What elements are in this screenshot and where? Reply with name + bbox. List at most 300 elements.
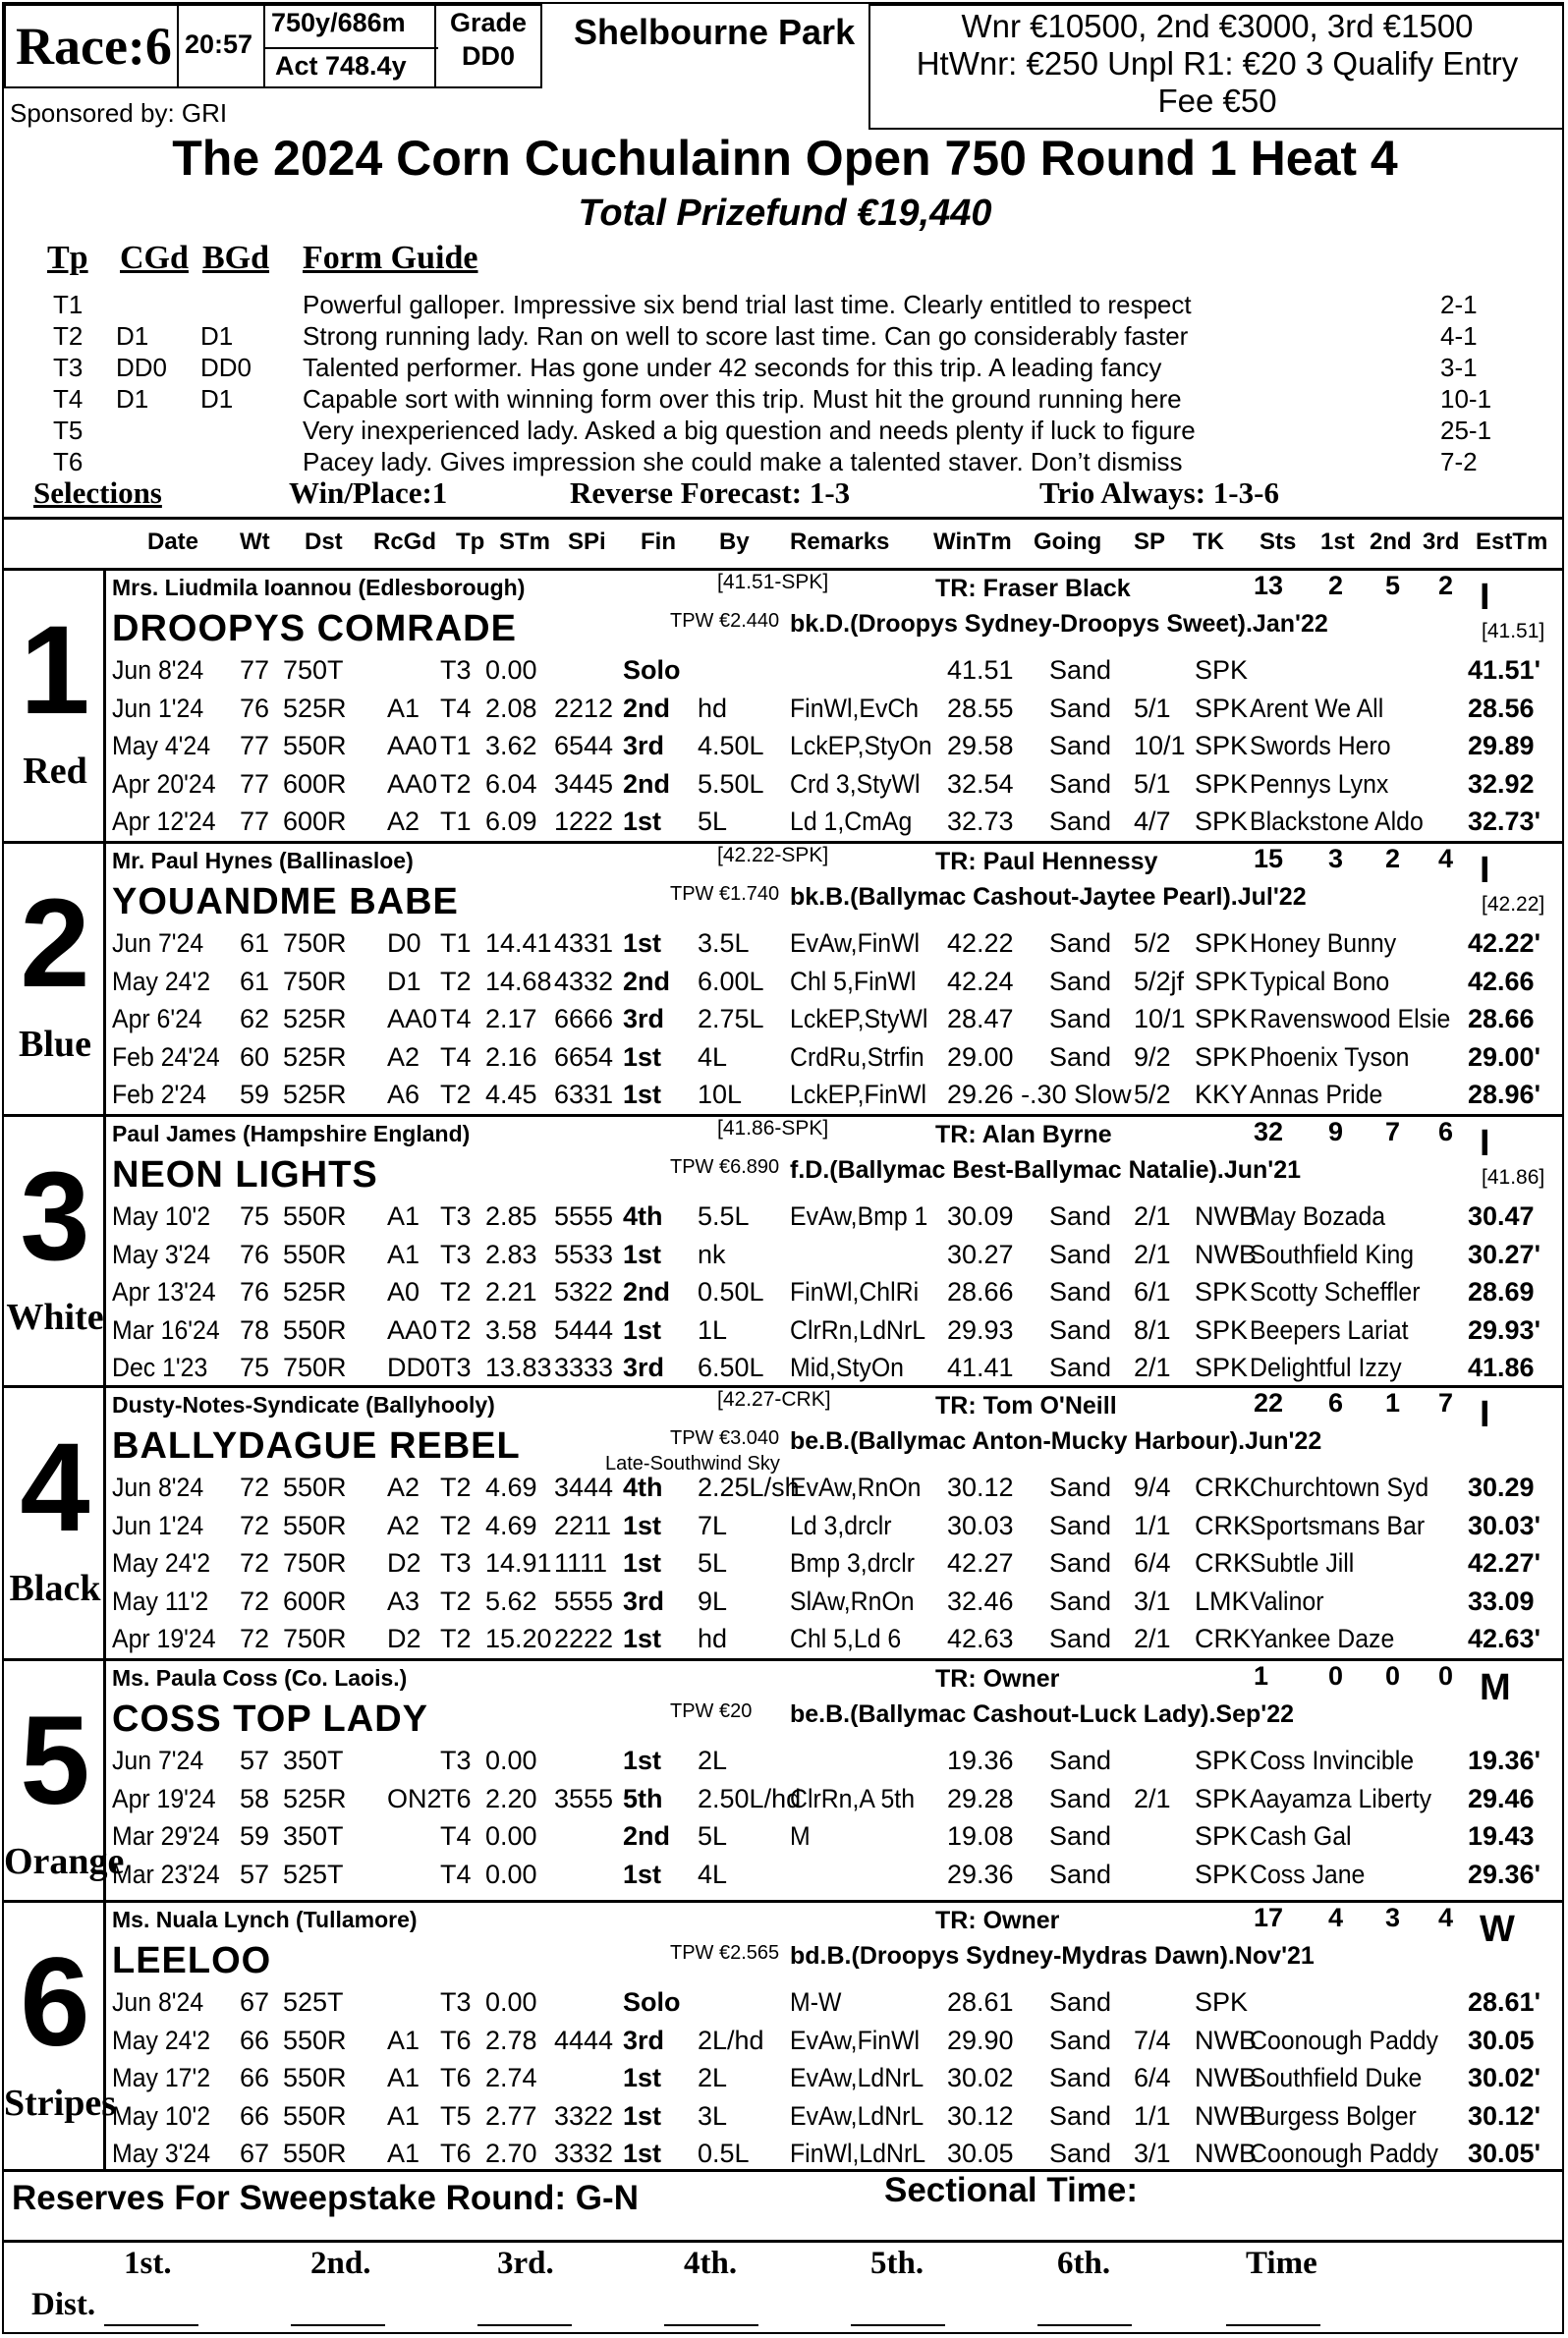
form-sectional: 0.00 [485, 1746, 537, 1775]
form-weight: 77 [240, 731, 270, 760]
career-starts: 13 [1254, 571, 1284, 600]
form-date: May 17'2 [112, 2063, 211, 2092]
racecard [2, 2, 1564, 2334]
owner: Mr. Paul Hynes (Ballinasloe) [112, 848, 414, 873]
placing-entry-line [1226, 2324, 1320, 2326]
placing-entry-line [851, 2324, 945, 2326]
form-finish: Solo [623, 655, 681, 685]
form-track: SPK [1195, 1859, 1249, 1889]
form-sp: 9/4 [1134, 1473, 1171, 1502]
form-going: Sand [1049, 1548, 1112, 1578]
form-weight: 75 [240, 1353, 270, 1382]
form-distance: 525R [283, 1041, 347, 1072]
form-trap: T3 [440, 655, 472, 685]
career-thirds: 4 [1438, 1903, 1454, 1932]
career-thirds: 6 [1438, 1117, 1454, 1146]
career-starts: 1 [1254, 1661, 1269, 1691]
form-remarks: CrdRu,Strfin [790, 1041, 924, 1072]
form-sectional: 15.20 [485, 1624, 552, 1653]
best-time: [42.27-CRK] [717, 1388, 831, 1411]
form-sectional: 2.70 [485, 2139, 537, 2168]
form-distance: 525R [283, 1080, 347, 1109]
form-remarks: ClrRn,LdNrL [790, 1314, 926, 1345]
form-track: NWB [1195, 1239, 1257, 1269]
form-date: Mar 16'24 [112, 1314, 220, 1345]
form-trap: T2 [440, 966, 472, 996]
form-remarks: ClrRn,A 5th [790, 1783, 916, 1813]
placing-entry-line [664, 2324, 758, 2326]
form-split: 2211 [554, 1510, 612, 1540]
form-win-time: 28.61 [947, 1987, 1014, 2017]
form-est-time: 42.27' [1468, 1548, 1540, 1578]
form-trap: T3 [440, 1746, 472, 1775]
form-win-time: 42.22 [947, 928, 1014, 958]
form-est-time: 29.36' [1468, 1859, 1540, 1889]
form-trap: T2 [440, 1277, 472, 1307]
form-race-grade: A1 [387, 693, 420, 723]
form-row [112, 963, 1564, 1000]
form-date: Apr 6'24 [112, 1004, 202, 1033]
col-tk: TK [1193, 529, 1224, 555]
form-weight: 59 [240, 1080, 270, 1109]
form-est-time: 19.43 [1468, 1821, 1535, 1851]
form-by: 4L [698, 1859, 728, 1889]
form-row [112, 1076, 1564, 1113]
best-time: [42.22-SPK] [717, 844, 829, 866]
form-sp: 5/1 [1134, 768, 1171, 799]
placing-entry-line [1037, 2324, 1132, 2326]
form-race-grade: D0 [387, 928, 421, 958]
form-row [112, 2135, 1564, 2172]
form-est-time: 28.56 [1468, 693, 1535, 723]
form-going: Sand [1049, 2025, 1112, 2055]
career-starts: 17 [1254, 1903, 1284, 1932]
tpw: TPW €20 [670, 1700, 753, 1722]
form-date: May 10'2 [112, 2100, 211, 2131]
form-trap: T2 [440, 1080, 472, 1109]
form-race-grade: A2 [387, 1510, 420, 1540]
form-row [112, 924, 1564, 962]
form-opponent: Southfield King [1250, 1239, 1415, 1269]
form-distance: 525T [283, 1859, 344, 1889]
form-opponent: Blackstone Aldo [1250, 807, 1424, 836]
form-distance: 550R [283, 1239, 347, 1269]
form-est-time: 30.12' [1468, 2100, 1540, 2131]
form-date: May 4'24 [112, 731, 211, 760]
form-est-time: 42.63' [1468, 1624, 1540, 1653]
form-opponent: Honey Bunny [1250, 928, 1397, 958]
form-weight: 58 [240, 1783, 270, 1813]
form-weight: 72 [240, 1473, 270, 1502]
guide-odds: 25-1 [1440, 416, 1492, 445]
form-race-grade: A0 [387, 1277, 420, 1307]
tpw: TPW €6.890 [670, 1156, 780, 1178]
col-rcgd: RcGd [373, 529, 437, 555]
form-distance: 525R [283, 1783, 347, 1813]
runner-card [4, 568, 1564, 841]
form-row [112, 1273, 1564, 1310]
form-going: Sand [1049, 1987, 1112, 2017]
form-going: Sand [1049, 2063, 1112, 2092]
form-finish: 2nd [623, 1821, 671, 1851]
form-remarks: Mid,StyOn [790, 1353, 904, 1382]
est-best: [42.22] [1482, 893, 1545, 916]
form-column-headers [4, 529, 1564, 560]
form-win-time: 29.00 [947, 1041, 1014, 1072]
form-remarks: EvAw,FinWl [790, 2025, 921, 2055]
form-finish: 3rd [623, 1586, 665, 1616]
form-win-time: 19.36 [947, 1746, 1014, 1775]
form-sp: 5/2jf [1134, 966, 1185, 996]
form-weight: 57 [240, 1746, 270, 1775]
form-by: 10L [698, 1080, 743, 1109]
run-style: I [1480, 1123, 1490, 1164]
guide-trap: T6 [53, 447, 84, 476]
form-weight: 66 [240, 2025, 270, 2055]
form-going: Sand [1049, 1859, 1112, 1889]
form-est-time: 41.51' [1468, 655, 1540, 685]
form-track: NWB [1195, 2025, 1257, 2055]
guide-comment: Capable sort with winning form over this trip. Must hit the ground running here [303, 384, 1182, 414]
owner: Dusty-Notes-Syndicate (Ballyhooly) [112, 1392, 495, 1418]
form-distance: 550R [283, 1314, 347, 1345]
form-sp: 1/1 [1134, 1510, 1171, 1540]
trap-number: 6 [20, 1932, 90, 2073]
form-split: 5444 [554, 1314, 614, 1345]
form-row [112, 1780, 1564, 1817]
form-sp: 5/1 [1134, 693, 1171, 723]
form-est-time: 30.29 [1468, 1473, 1535, 1502]
form-sectional: 4.45 [485, 1080, 537, 1109]
tpw: TPW €2.565 [670, 1942, 780, 1964]
career-thirds: 4 [1438, 844, 1454, 873]
grade-value: DD0 [461, 41, 515, 71]
form-win-time: 28.47 [947, 1004, 1014, 1033]
form-est-time: 30.03' [1468, 1510, 1540, 1540]
form-split: 6666 [554, 1004, 614, 1033]
form-sectional: 2.20 [485, 1783, 537, 1813]
form-by: 6.00L [698, 966, 764, 996]
form-sectional: 3.58 [485, 1314, 537, 1345]
career-thirds: 7 [1438, 1388, 1454, 1418]
col-3rd: 3rd [1423, 529, 1460, 555]
form-opponent: Aayamza Liberty [1250, 1783, 1432, 1813]
career-wins: 3 [1328, 844, 1344, 873]
form-finish: 1st [623, 1624, 662, 1653]
form-opponent: Southfield Duke [1250, 2063, 1423, 2092]
form-win-time: 30.27 [947, 1239, 1014, 1269]
owner: Paul James (Hampshire England) [112, 1121, 471, 1146]
form-date: May 3'24 [112, 1239, 211, 1269]
form-weight: 62 [240, 1004, 270, 1033]
form-opponent: Phoenix Tyson [1250, 1041, 1410, 1072]
form-race-grade: A3 [387, 1586, 420, 1616]
form-track: SPK [1195, 1004, 1249, 1033]
form-going: Sand [1049, 2100, 1112, 2131]
guide-comment: Powerful galloper. Impressive six bend trial last time. Clearly entitled to respect [303, 290, 1192, 319]
career-wins: 9 [1328, 1117, 1344, 1146]
form-trap: T1 [440, 731, 472, 760]
form-sectional: 2.77 [485, 2100, 537, 2131]
form-trap: T2 [440, 1624, 472, 1653]
form-finish: 1st [623, 1314, 662, 1345]
form-date: May 24'2 [112, 1548, 211, 1578]
col-sp: SP [1134, 529, 1166, 555]
guide-bgd: D1 [200, 384, 234, 414]
form-opponent: Churchtown Syd [1250, 1473, 1429, 1502]
form-going: Sand [1049, 655, 1112, 685]
form-opponent: Valinor [1250, 1586, 1324, 1616]
form-remarks: FinWl,LdNrL [790, 2139, 926, 2168]
form-finish: 1st [623, 1548, 662, 1578]
breeding: bk.B.(Ballymac Cashout-Jaytee Pearl).Jul'22 [790, 883, 1307, 911]
dog-name: YOUANDME BABE [112, 881, 459, 922]
form-sp: 4/7 [1134, 807, 1171, 836]
form-trap: T4 [440, 1041, 472, 1072]
form-by: 4L [698, 1041, 728, 1072]
form-finish: 2nd [623, 693, 671, 723]
form-trap: T2 [440, 1586, 472, 1616]
form-by: 2.25L/sh [698, 1473, 800, 1502]
form-opponent: Pennys Lynx [1250, 768, 1389, 799]
guide-bgd: DD0 [200, 353, 252, 382]
race-time: 20:57 [185, 29, 253, 59]
form-distance: 750R [283, 1353, 347, 1382]
form-date: May 11'2 [112, 1586, 209, 1616]
form-win-time: 42.63 [947, 1624, 1014, 1653]
form-win-time: 28.66 [947, 1277, 1014, 1307]
career-starts: 22 [1254, 1388, 1284, 1418]
form-race-grade: A2 [387, 1041, 420, 1072]
form-sp: 6/1 [1134, 1277, 1171, 1307]
trap-column [4, 571, 106, 841]
form-track: NWB [1195, 1201, 1257, 1231]
form-opponent: Arent We All [1250, 693, 1384, 723]
form-by: 5.50L [698, 768, 764, 799]
form-weight: 77 [240, 807, 270, 836]
form-weight: 76 [240, 1277, 270, 1307]
career-wins: 2 [1328, 571, 1344, 600]
form-track: SPK [1195, 693, 1249, 723]
form-win-time: 30.12 [947, 1473, 1014, 1502]
form-row [112, 765, 1564, 803]
form-by: 0.5L [698, 2139, 750, 2168]
guide-odds: 10-1 [1440, 384, 1492, 414]
run-style: I [1480, 577, 1490, 618]
form-opponent: Delightful Izzy [1250, 1353, 1402, 1382]
form-sp: 2/1 [1134, 1239, 1171, 1269]
form-distance: 525R [283, 693, 347, 723]
form-race-grade: A1 [387, 1201, 420, 1231]
form-sp: 6/4 [1134, 1548, 1171, 1578]
est-best: [41.51] [1482, 620, 1545, 642]
career-seconds: 5 [1385, 571, 1401, 600]
form-win-time: 30.03 [947, 1510, 1014, 1540]
form-date: May 10'2 [112, 1201, 211, 1231]
form-split: 6544 [554, 731, 614, 760]
trap-number: 1 [20, 600, 90, 741]
form-sp: 1/1 [1134, 2100, 1171, 2131]
form-opponent: May Bozada [1250, 1201, 1386, 1231]
form-weight: 72 [240, 1548, 270, 1578]
form-remarks: LckEP,FinWl [790, 1080, 926, 1109]
placing-entry-line [104, 2324, 198, 2326]
form-remarks: FinWl,ChlRi [790, 1277, 920, 1307]
form-est-time: 29.93' [1468, 1314, 1540, 1345]
form-by: 5L [698, 1548, 728, 1578]
form-split: 3322 [554, 2100, 614, 2131]
form-opponent: Swords Hero [1250, 731, 1391, 760]
win-place: Win/Place:1 [289, 475, 448, 510]
form-est-time: 30.05' [1468, 2139, 1540, 2168]
form-track: NWB [1195, 2139, 1257, 2168]
form-est-time: 30.05 [1468, 2025, 1535, 2055]
form-win-time: 32.46 [947, 1586, 1014, 1616]
form-est-time: 30.02' [1468, 2063, 1540, 2092]
form-split: 3332 [554, 2139, 614, 2168]
form-weight: 77 [240, 655, 270, 685]
form-distance: 550R [283, 2063, 347, 2092]
form-opponent: Coss Jane [1250, 1859, 1366, 1889]
form-sp: 2/1 [1134, 1624, 1171, 1653]
col-sts: Sts [1260, 529, 1297, 555]
form-date: Jun 8'24 [112, 655, 204, 685]
guide-row [4, 352, 1564, 383]
form-row [112, 803, 1564, 840]
form-sp: 10/1 [1134, 731, 1186, 760]
guide-row [4, 383, 1564, 415]
form-by: 6.50L [698, 1353, 764, 1382]
form-race-grade: A1 [387, 2139, 420, 2168]
form-win-time: 29.58 [947, 731, 1014, 760]
col-wintm: WinTm [933, 529, 1012, 555]
form-sp: 2/1 [1134, 1201, 1171, 1231]
form-split: 1111 [554, 1548, 608, 1578]
guide-trap: T3 [53, 353, 84, 382]
form-finish: 1st [623, 1746, 662, 1775]
owner: Ms. Paula Coss (Co. Laois.) [112, 1665, 408, 1691]
form-win-time: 29.90 [947, 2025, 1014, 2055]
guide-trap: T4 [53, 384, 84, 414]
form-remarks: M [790, 1821, 811, 1851]
form-sp: 10/1 [1134, 1004, 1186, 1033]
guide-row [4, 415, 1564, 446]
form-by: 5.5L [698, 1201, 750, 1231]
guide-row [4, 289, 1564, 320]
form-distance: 550R [283, 1201, 347, 1231]
guide-trap: T1 [53, 290, 84, 319]
guide-row [4, 446, 1564, 477]
form-win-time: 29.36 [947, 1859, 1014, 1889]
col-remarks: Remarks [790, 529, 890, 555]
dog-name: NEON LIGHTS [112, 1154, 378, 1196]
guide-cgd: D1 [116, 384, 149, 414]
placing-label: 3rd. [497, 2246, 554, 2281]
form-distance: 550R [283, 1510, 347, 1540]
trainer: TR: Paul Hennessy [935, 848, 1158, 875]
breeding: f.D.(Ballymac Best-Ballymac Natalie).Jun'21 [790, 1156, 1302, 1184]
col-esttm: EstTm [1476, 529, 1548, 555]
form-sectional: 2.74 [485, 2063, 537, 2092]
form-remarks: LckEP,StyWl [790, 1004, 928, 1033]
form-split: 5555 [554, 1586, 614, 1616]
form-weight: 60 [240, 1041, 270, 1072]
form-sectional: 2.85 [485, 1201, 537, 1231]
form-opponent: Ravenswood Elsie [1250, 1004, 1451, 1033]
form-distance: 550R [283, 2100, 347, 2131]
career-starts: 15 [1254, 844, 1284, 873]
trap-colour: Black [9, 1568, 101, 1609]
form-trap: T3 [440, 1201, 472, 1231]
form-opponent: Cash Gal [1250, 1821, 1352, 1851]
grade-label: Grade [449, 8, 528, 37]
form-track: SPK [1195, 807, 1249, 836]
form-remarks: Chl 5,FinWl [790, 966, 917, 996]
form-race-grade: DD0 [387, 1353, 441, 1382]
form-win-time: 30.12 [947, 2100, 1014, 2131]
form-opponent: Typical Bono [1250, 966, 1390, 996]
form-by: hd [698, 693, 728, 723]
form-going: Sand [1049, 1041, 1112, 1072]
form-row [112, 727, 1564, 764]
breeding: be.B.(Ballymac Anton-Mucky Harbour).Jun'22 [790, 1427, 1322, 1455]
form-opponent: Coss Invincible [1250, 1746, 1415, 1775]
est-best: [41.86] [1482, 1166, 1545, 1189]
guide-header-tp: Tp [47, 240, 88, 276]
trap-column [4, 1903, 116, 2169]
guide-comment: Very inexperienced lady. Asked a big question and needs plenty if luck to figure [303, 416, 1196, 445]
form-sectional: 0.00 [485, 1821, 537, 1851]
form-weight: 66 [240, 2063, 270, 2092]
form-date: Apr 19'24 [112, 1783, 216, 1813]
race-time-box [177, 4, 265, 88]
placing-entry-line [291, 2324, 385, 2326]
form-sp: 7/4 [1134, 2025, 1171, 2055]
form-race-grade: D2 [387, 1624, 421, 1653]
form-win-time: 28.55 [947, 693, 1014, 723]
form-race-grade: A1 [387, 2100, 420, 2131]
col-fin: Fin [641, 529, 676, 555]
form-distance: 550R [283, 1473, 347, 1502]
form-est-time: 32.92 [1468, 768, 1535, 799]
col-going: Going [1034, 529, 1102, 555]
form-track: SPK [1195, 1987, 1249, 2017]
best-time: [41.51-SPK] [717, 571, 829, 593]
form-split: 3444 [554, 1473, 614, 1502]
guide-comment: Pacey lady. Gives impression she could make a talented staver. Don’t dismiss [303, 447, 1183, 476]
form-sectional: 6.04 [485, 768, 537, 799]
form-track: SPK [1195, 1041, 1249, 1072]
runner-card [4, 1114, 1564, 1385]
form-going: Sand [1049, 1239, 1112, 1269]
col-stm: STm [499, 529, 551, 555]
form-by: 2L/hd [698, 2025, 764, 2055]
prizes-line-3: Fee €50 [1157, 83, 1277, 119]
form-est-time: 33.09 [1468, 1586, 1535, 1616]
form-by: 2.50L/hd [698, 1783, 802, 1813]
form-sectional: 2.08 [485, 693, 537, 723]
career-thirds: 0 [1438, 1661, 1454, 1691]
run-style: M [1480, 1667, 1511, 1708]
form-row [112, 1000, 1564, 1037]
form-distance: 525T [283, 1987, 344, 2017]
form-split: 4444 [554, 2025, 614, 2055]
owner: Ms. Nuala Lynch (Tullamore) [112, 1907, 418, 1932]
form-finish: 2nd [623, 966, 671, 996]
col-dst: Dst [305, 529, 343, 555]
form-by: 7L [698, 1510, 728, 1540]
placing-label: 4th. [684, 2246, 738, 2281]
